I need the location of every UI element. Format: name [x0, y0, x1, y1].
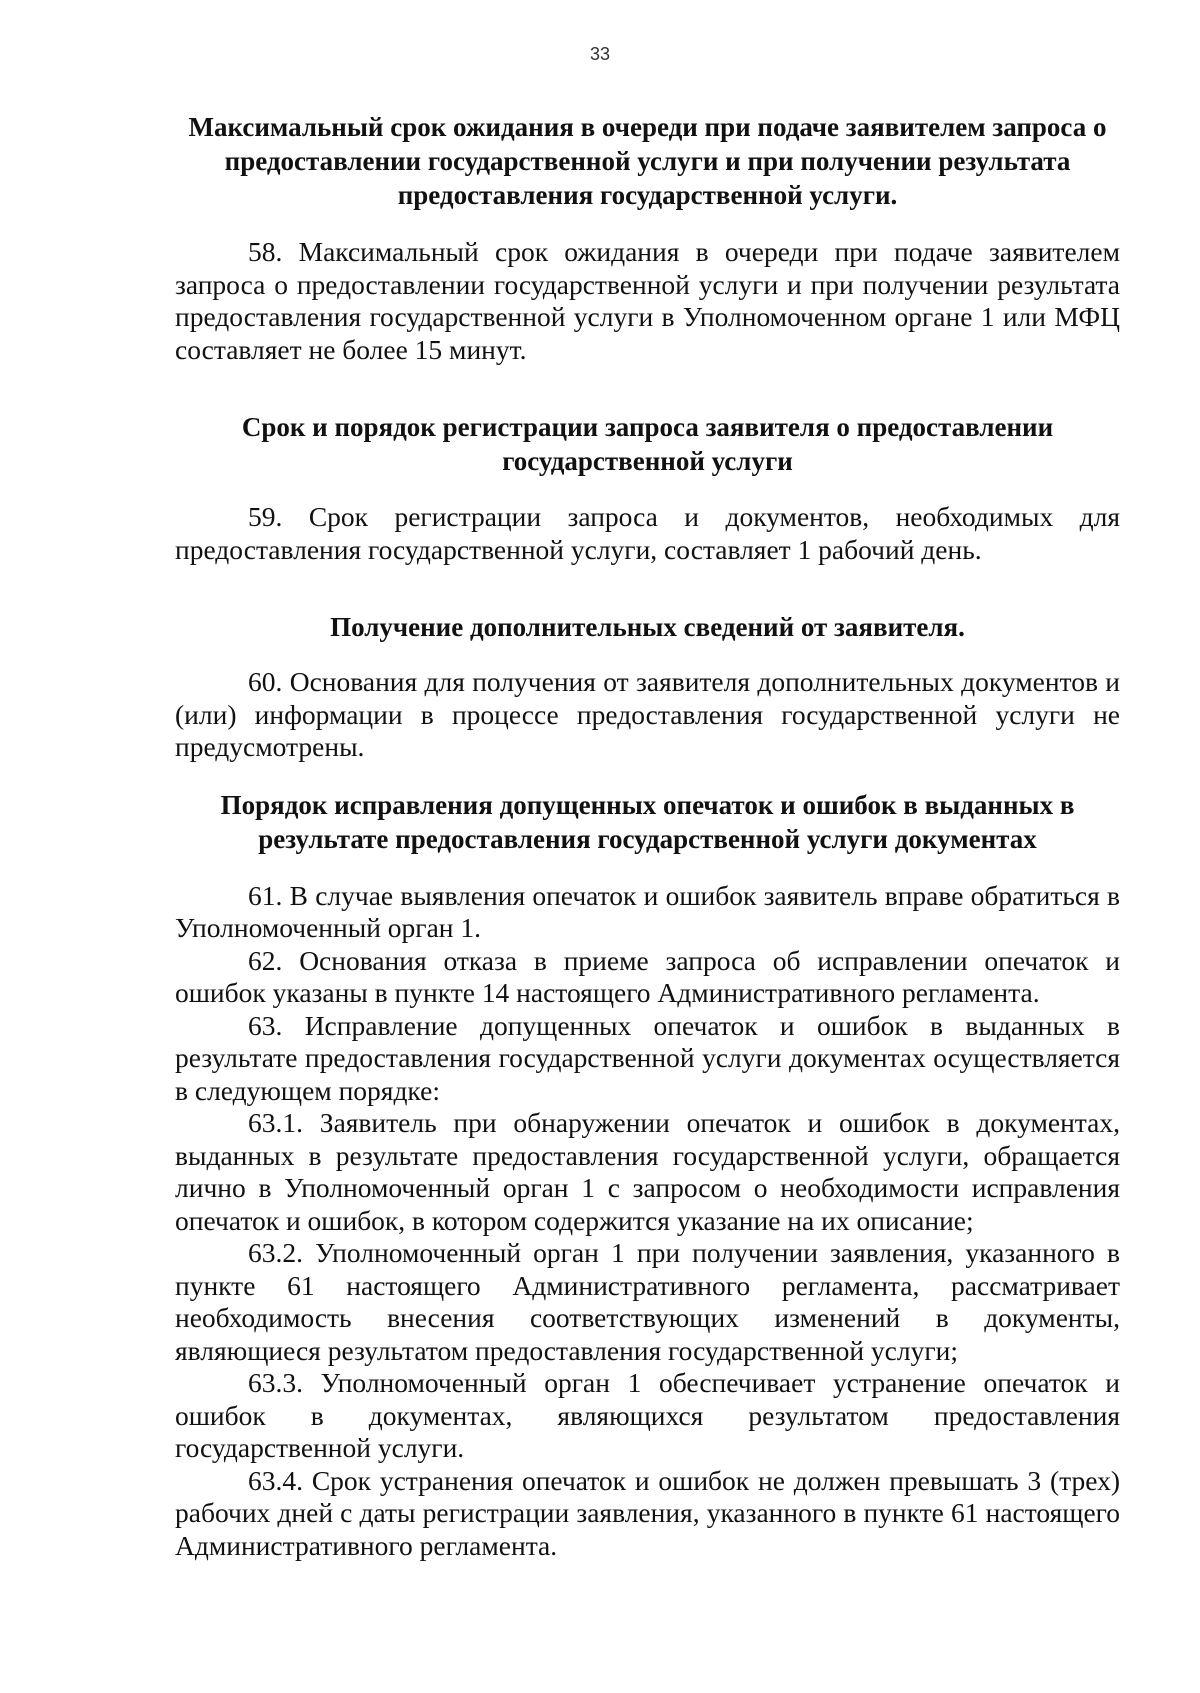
heading-queue-waiting-time: Максимальный срок ожидания в очереди при подаче заявителем запроса о предоставлении государственной услуги и при получении результата предоставления государственной услуги. [188, 112, 1107, 210]
paragraph-63: 63. Исправление допущенных опечаток и ошибок в выданных в результате предоставления государственной услуги документах осуществляется в следующем порядке: [175, 1009, 1120, 1106]
paragraph-62: 62. Основания отказа в приеме запроса об исправлении опечаток и ошибок указаны в пункте 14 настоящего Административного регламента. [175, 944, 1120, 1008]
heading-error-correction: Порядок исправления допущенных опечаток и ошибок в выданных в результате предоставления государственной услуги документах [220, 789, 1075, 854]
paragraph-59: 59. Срок регистрации запроса и документов, необходимых для предоставления государственной услуги, составляет 1 рабочий день. [175, 501, 1120, 565]
paragraph-60: 60. Основания для получения от заявителя дополнительных документов и (или) информации в процессе предоставления государственной услуги не предусмотрены. [175, 666, 1120, 762]
paragraph-63-2: 63.2. Уполномоченный орган 1 при получении заявления, указанного в пункте 61 настоящего Административного регламента, рассматривает необходимость внесения соответствующих изменений в документы, являющиеся результатом предоставления государственной услуги; [175, 1237, 1120, 1366]
document-body [175, 110, 1120, 1562]
paragraph-63-3: 63.3. Уполномоченный орган 1 обеспечивает устранение опечаток и ошибок в документах, являющихся результатом предоставления государственной услуги. [175, 1367, 1120, 1463]
paragraph-63-4: 63.4. Срок устранения опечаток и ошибок не должен превышать 3 (трех) рабочих дней с даты регистрации заявления, указанного в пункте 61 настоящего Административного регламента. [175, 1464, 1120, 1561]
page-number: 33 [589, 44, 611, 64]
paragraph-63-1: 63.1. Заявитель при обнаружении опечаток и ошибок в документах, выданных в результате предоставления государственной услуги, обращается лично в Уполномоченный орган 1 с запросом о необходимости исправления опечаток и ошибок, в котором содержится указание на их описание; [175, 1107, 1120, 1236]
heading-additional-information: Получение дополнительных сведений от заявителя. [330, 612, 965, 642]
heading-registration-procedure: Срок и порядок регистрации запроса заявителя о предоставлении государственной услуги [241, 412, 1054, 476]
paragraph-58: 58. Максимальный срок ожидания в очереди при подаче заявителем запроса о предоставлении государственной услуги и при получении результата предоставления государственной услуги в Уполномоченном органе 1 или МФЦ составляет не более 15 минут. [175, 236, 1120, 365]
paragraph-61: 61. В случае выявления опечаток и ошибок заявитель вправе обратиться в Уполномоченный орган 1. [175, 879, 1120, 943]
